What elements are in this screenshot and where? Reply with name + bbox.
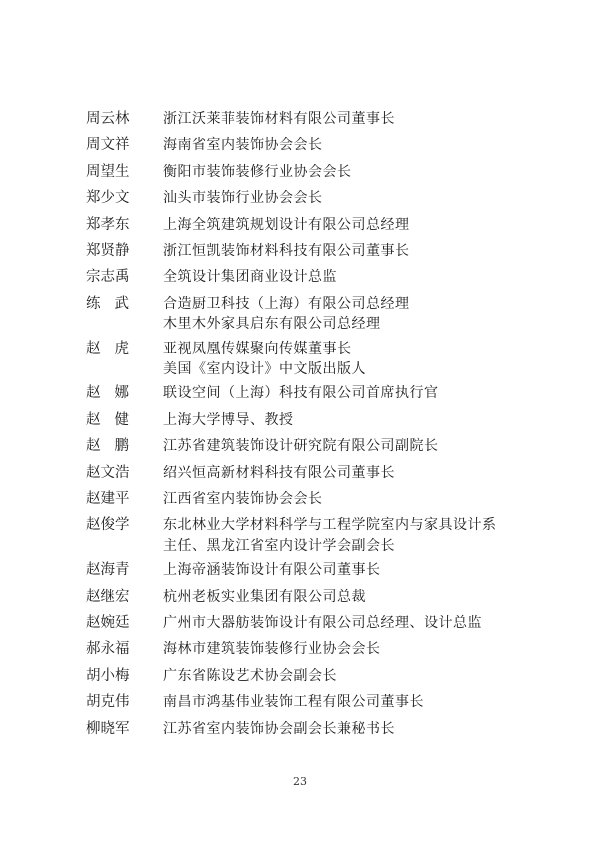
member-name: 赵虎 [86,340,143,357]
member-title: 江苏省室内装饰协会副会长兼秘书长 [163,720,395,737]
member-name: 赵文浩 [86,464,130,481]
list-item [0,719,600,739]
list-item [0,135,600,155]
member-title: 上海大学博导、教授 [163,411,294,428]
list-item [0,339,600,377]
list-item [0,436,600,456]
member-name: 郑少文 [86,190,130,207]
member-title: 杭州老板实业集团有限公司总裁 [163,588,366,605]
member-name: 练武 [86,295,143,312]
member-title: 全筑设计集团商业设计总监 [163,269,337,286]
member-title: 广东省陈设艺术协会副会长 [163,667,337,684]
member-name: 周望生 [86,163,130,180]
member-name: 柳晓军 [86,720,130,737]
member-title-continued: 美国《室内设计》中文版出版人 [163,360,366,377]
list-item [0,666,600,686]
member-name: 胡小梅 [86,667,130,684]
member-title: 海南省室内装饰协会会长 [163,137,323,154]
member-title: 亚视凤凰传媒聚向传媒董事长 [163,340,352,357]
member-name: 周云林 [86,111,130,127]
list-item [0,294,600,333]
list-item [0,515,600,554]
member-title: 上海全筑建筑规划设计有限公司总经理 [163,216,410,233]
member-title: 东北林业大学材料科学与工程学院室内与家具设计系 [163,517,497,534]
member-title: 浙江沃莱菲装饰材料有限公司董事长 [163,111,395,127]
member-title: 联设空间（上海）科技有限公司首席执行官 [163,385,439,402]
member-name: 赵建平 [86,491,130,507]
list-item [0,162,600,182]
list-item [0,410,600,430]
member-title-continued: 木里木外家具启东有限公司总经理 [163,316,381,333]
member-title: 海林市建筑装饰装修行业协会会长 [163,641,381,658]
member-name: 郑孝东 [86,216,130,233]
member-title: 浙江恒凯装饰材料科技有限公司董事长 [163,243,410,259]
list-item [0,463,600,483]
member-title: 江西省室内装饰协会会长 [163,491,323,507]
list-item [0,560,600,580]
member-name: 赵婉廷 [86,615,130,631]
member-title-continued: 主任、黑龙江省室内设计学会副会长 [163,537,395,554]
member-title: 南昌市鸿基伟业装饰工程有限公司董事长 [163,694,424,711]
member-title: 衡阳市装饰装修行业协会会长 [163,163,352,180]
member-title: 江苏省建筑装饰设计研究院有限公司副院长 [163,438,439,455]
list-item [0,383,600,403]
list-item [0,489,600,509]
list-item [0,639,600,659]
member-name: 胡克伟 [86,694,130,711]
member-name: 赵娜 [86,385,143,402]
list-item [0,109,600,129]
member-name: 宗志禹 [86,269,130,286]
member-name: 赵鹏 [86,438,143,455]
member-title: 上海帝涵装饰设计有限公司董事长 [163,562,381,579]
member-name: 郝永福 [86,641,130,658]
list-item [0,692,600,712]
member-name: 赵继宏 [86,588,130,605]
member-title: 汕头市装饰行业协会会长 [163,190,323,207]
member-title: 合造厨卫科技（上海）有限公司总经理 [163,295,410,312]
member-title: 广州市大器舫装饰设计有限公司总经理、设计总监 [163,615,482,631]
member-name: 周文祥 [86,137,130,154]
list-item [0,267,600,287]
list-item [0,215,600,235]
member-name: 赵海青 [86,562,130,579]
member-name: 郑贤静 [86,243,130,259]
list-item [0,188,600,208]
member-name: 赵俊学 [86,517,130,534]
member-name: 赵健 [86,411,143,428]
list-item [0,587,600,607]
list-item [0,241,600,261]
member-title: 绍兴恒高新材料科技有限公司董事长 [163,464,395,481]
list-item [0,613,600,633]
page-number: 23 [293,775,307,788]
